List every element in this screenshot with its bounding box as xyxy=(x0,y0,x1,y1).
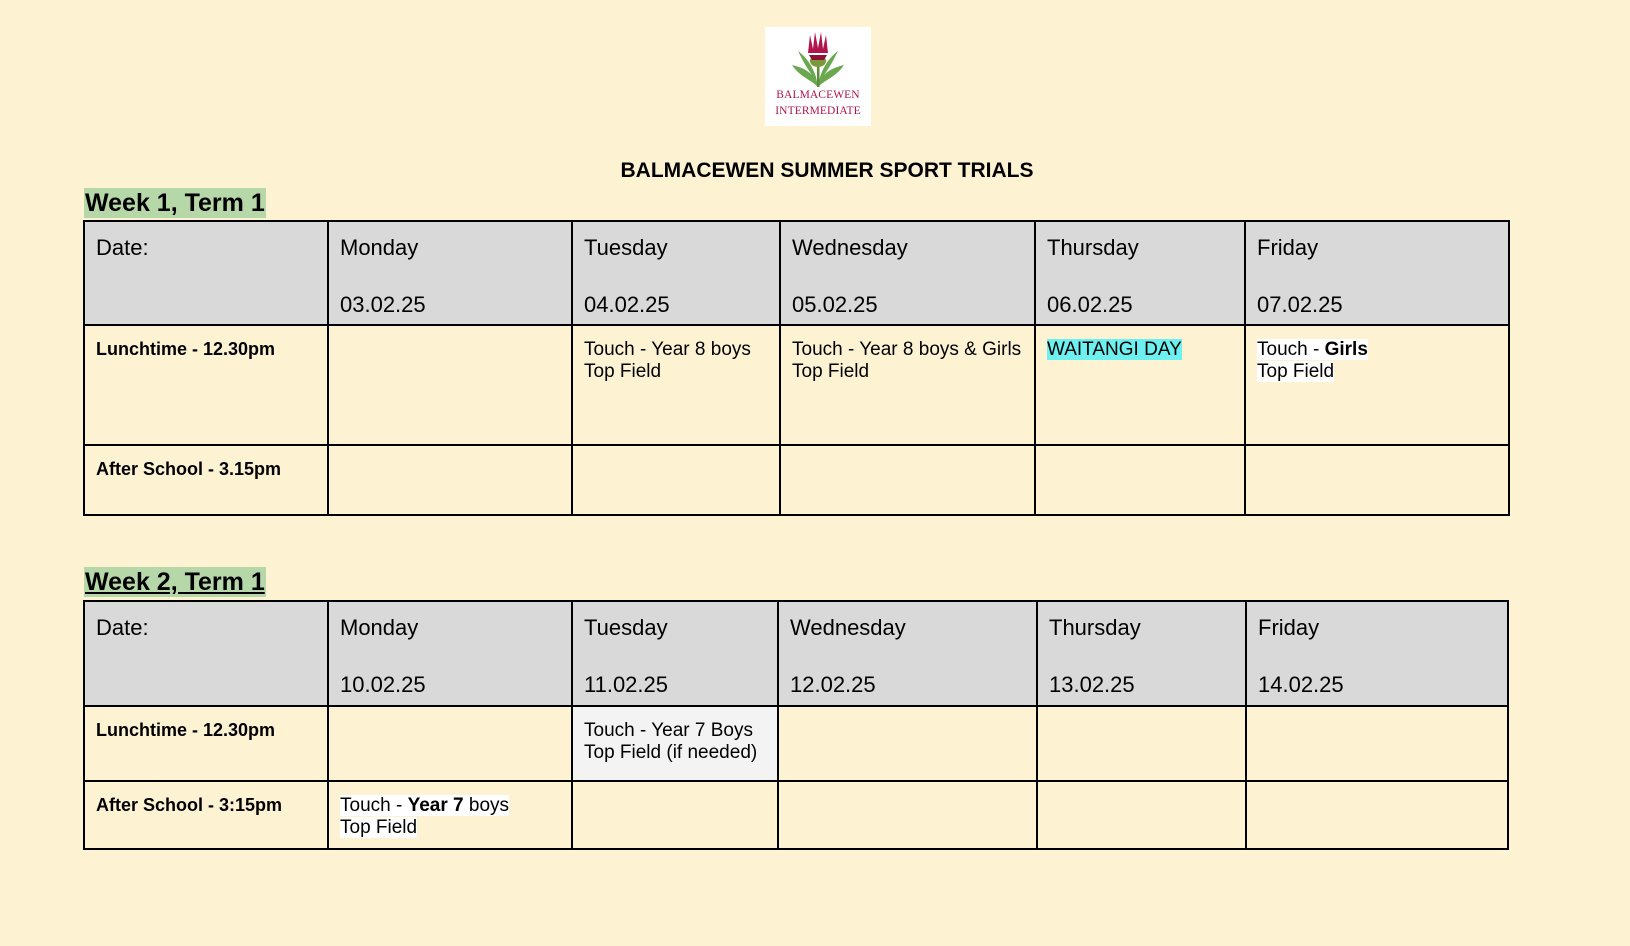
empty-cell xyxy=(780,445,1035,515)
entry-cell xyxy=(1035,325,1245,445)
lunch-label: Lunchtime - 12.30pm xyxy=(96,720,276,740)
day-name: Tuesday xyxy=(584,235,668,260)
trial-entry xyxy=(340,795,560,839)
day-date: 06.02.25 xyxy=(1047,292,1133,317)
logo-text-line1: BALMACEWEN xyxy=(776,89,860,101)
trial-entry xyxy=(1257,339,1497,383)
thistle-icon xyxy=(788,29,848,91)
day-date: 14.02.25 xyxy=(1258,672,1344,697)
row-label-cell xyxy=(84,445,328,515)
after-school-label: After School - 3:15pm xyxy=(96,795,283,815)
day-cell xyxy=(1246,601,1508,706)
date-label: Date: xyxy=(96,615,149,640)
page-title: BALMACEWEN SUMMER SPORT TRIALS xyxy=(620,159,1034,182)
entry-cell xyxy=(572,325,780,445)
empty-cell xyxy=(1245,445,1509,515)
week2-table xyxy=(83,600,1509,850)
trial-location: Top Field xyxy=(340,817,418,838)
day-cell xyxy=(328,601,572,706)
day-cell xyxy=(1035,221,1245,325)
trial-activity: Touch - Year 8 boys xyxy=(584,339,751,360)
school-logo xyxy=(765,27,871,126)
trial-activity: Touch - Year 8 boys & Girls xyxy=(792,339,1022,360)
row-label-cell xyxy=(84,706,328,781)
week2-heading: Week 2, Term 1 xyxy=(85,568,265,596)
day-name: Friday xyxy=(1258,615,1320,640)
trial-location: Top Field xyxy=(792,361,870,382)
day-date: 05.02.25 xyxy=(792,292,878,317)
day-cell xyxy=(572,221,780,325)
day-name: Tuesday xyxy=(584,615,668,640)
empty-cell xyxy=(572,445,780,515)
empty-cell xyxy=(328,325,572,445)
day-date: 04.02.25 xyxy=(584,292,670,317)
day-date: 03.02.25 xyxy=(340,292,426,317)
week2-header-row xyxy=(84,601,1508,706)
day-name: Thursday xyxy=(1047,235,1139,260)
row-label-cell xyxy=(84,325,328,445)
day-date: 11.02.25 xyxy=(584,672,669,697)
empty-cell xyxy=(778,706,1037,781)
day-cell xyxy=(778,601,1037,706)
day-name: Thursday xyxy=(1049,615,1141,640)
trial-entry xyxy=(792,339,1023,383)
entry-cell xyxy=(780,325,1035,445)
trial-activity-prefix: Touch - xyxy=(1257,339,1325,360)
day-cell xyxy=(1245,221,1509,325)
trial-activity xyxy=(1257,339,1368,360)
day-name: Monday xyxy=(340,615,419,640)
day-date: 07.02.25 xyxy=(1257,292,1343,317)
day-date: 13.02.25 xyxy=(1049,672,1135,697)
day-name: Monday xyxy=(340,235,419,260)
day-cell xyxy=(572,601,778,706)
trial-activity-suffix: boys xyxy=(463,795,510,816)
day-name: Friday xyxy=(1257,235,1319,260)
day-cell xyxy=(328,221,572,325)
holiday-entry xyxy=(1047,339,1233,361)
entry-cell xyxy=(572,706,778,781)
logo-text-line2: INTERMEDIATE xyxy=(775,105,861,117)
lunch-label: Lunchtime - 12.30pm xyxy=(96,339,276,359)
trial-activity: Touch - Year 7 Boys xyxy=(584,720,753,741)
empty-cell xyxy=(328,445,572,515)
empty-cell xyxy=(1037,781,1246,849)
trial-activity-prefix: Touch - xyxy=(340,795,408,816)
empty-cell xyxy=(328,706,572,781)
week1-table xyxy=(83,220,1510,516)
day-name: Wednesday xyxy=(790,615,906,640)
after-school-label: After School - 3.15pm xyxy=(96,459,282,479)
trial-group: Girls xyxy=(1324,339,1368,360)
empty-cell xyxy=(1037,706,1246,781)
entry-cell xyxy=(328,781,572,849)
empty-cell xyxy=(572,781,778,849)
trial-entry xyxy=(584,720,766,764)
week1-heading: Week 1, Term 1 xyxy=(85,189,265,217)
holiday-label: WAITANGI DAY xyxy=(1047,339,1182,360)
empty-cell xyxy=(1246,781,1508,849)
week1-lunch-row xyxy=(84,325,1509,445)
trial-location: Top Field (if needed) xyxy=(584,742,758,763)
trial-location: Top Field xyxy=(1257,361,1335,382)
week2-lunch-row xyxy=(84,706,1508,781)
entry-cell xyxy=(1245,325,1509,445)
date-label: Date: xyxy=(96,235,149,260)
trial-entry xyxy=(584,339,768,383)
empty-cell xyxy=(1246,706,1508,781)
day-name: Wednesday xyxy=(792,235,908,260)
day-date: 10.02.25 xyxy=(340,672,426,697)
week1-header-row xyxy=(84,221,1509,325)
trial-location: Top Field xyxy=(584,361,662,382)
empty-cell xyxy=(778,781,1037,849)
date-label-cell xyxy=(84,221,328,325)
day-cell xyxy=(780,221,1035,325)
day-date: 12.02.25 xyxy=(790,672,876,697)
week1-after-school-row xyxy=(84,445,1509,515)
trial-group: Year 7 xyxy=(407,795,464,816)
row-label-cell xyxy=(84,781,328,849)
day-cell xyxy=(1037,601,1246,706)
trial-activity xyxy=(340,795,509,816)
date-label-cell xyxy=(84,601,328,706)
week2-after-school-row xyxy=(84,781,1508,849)
empty-cell xyxy=(1035,445,1245,515)
